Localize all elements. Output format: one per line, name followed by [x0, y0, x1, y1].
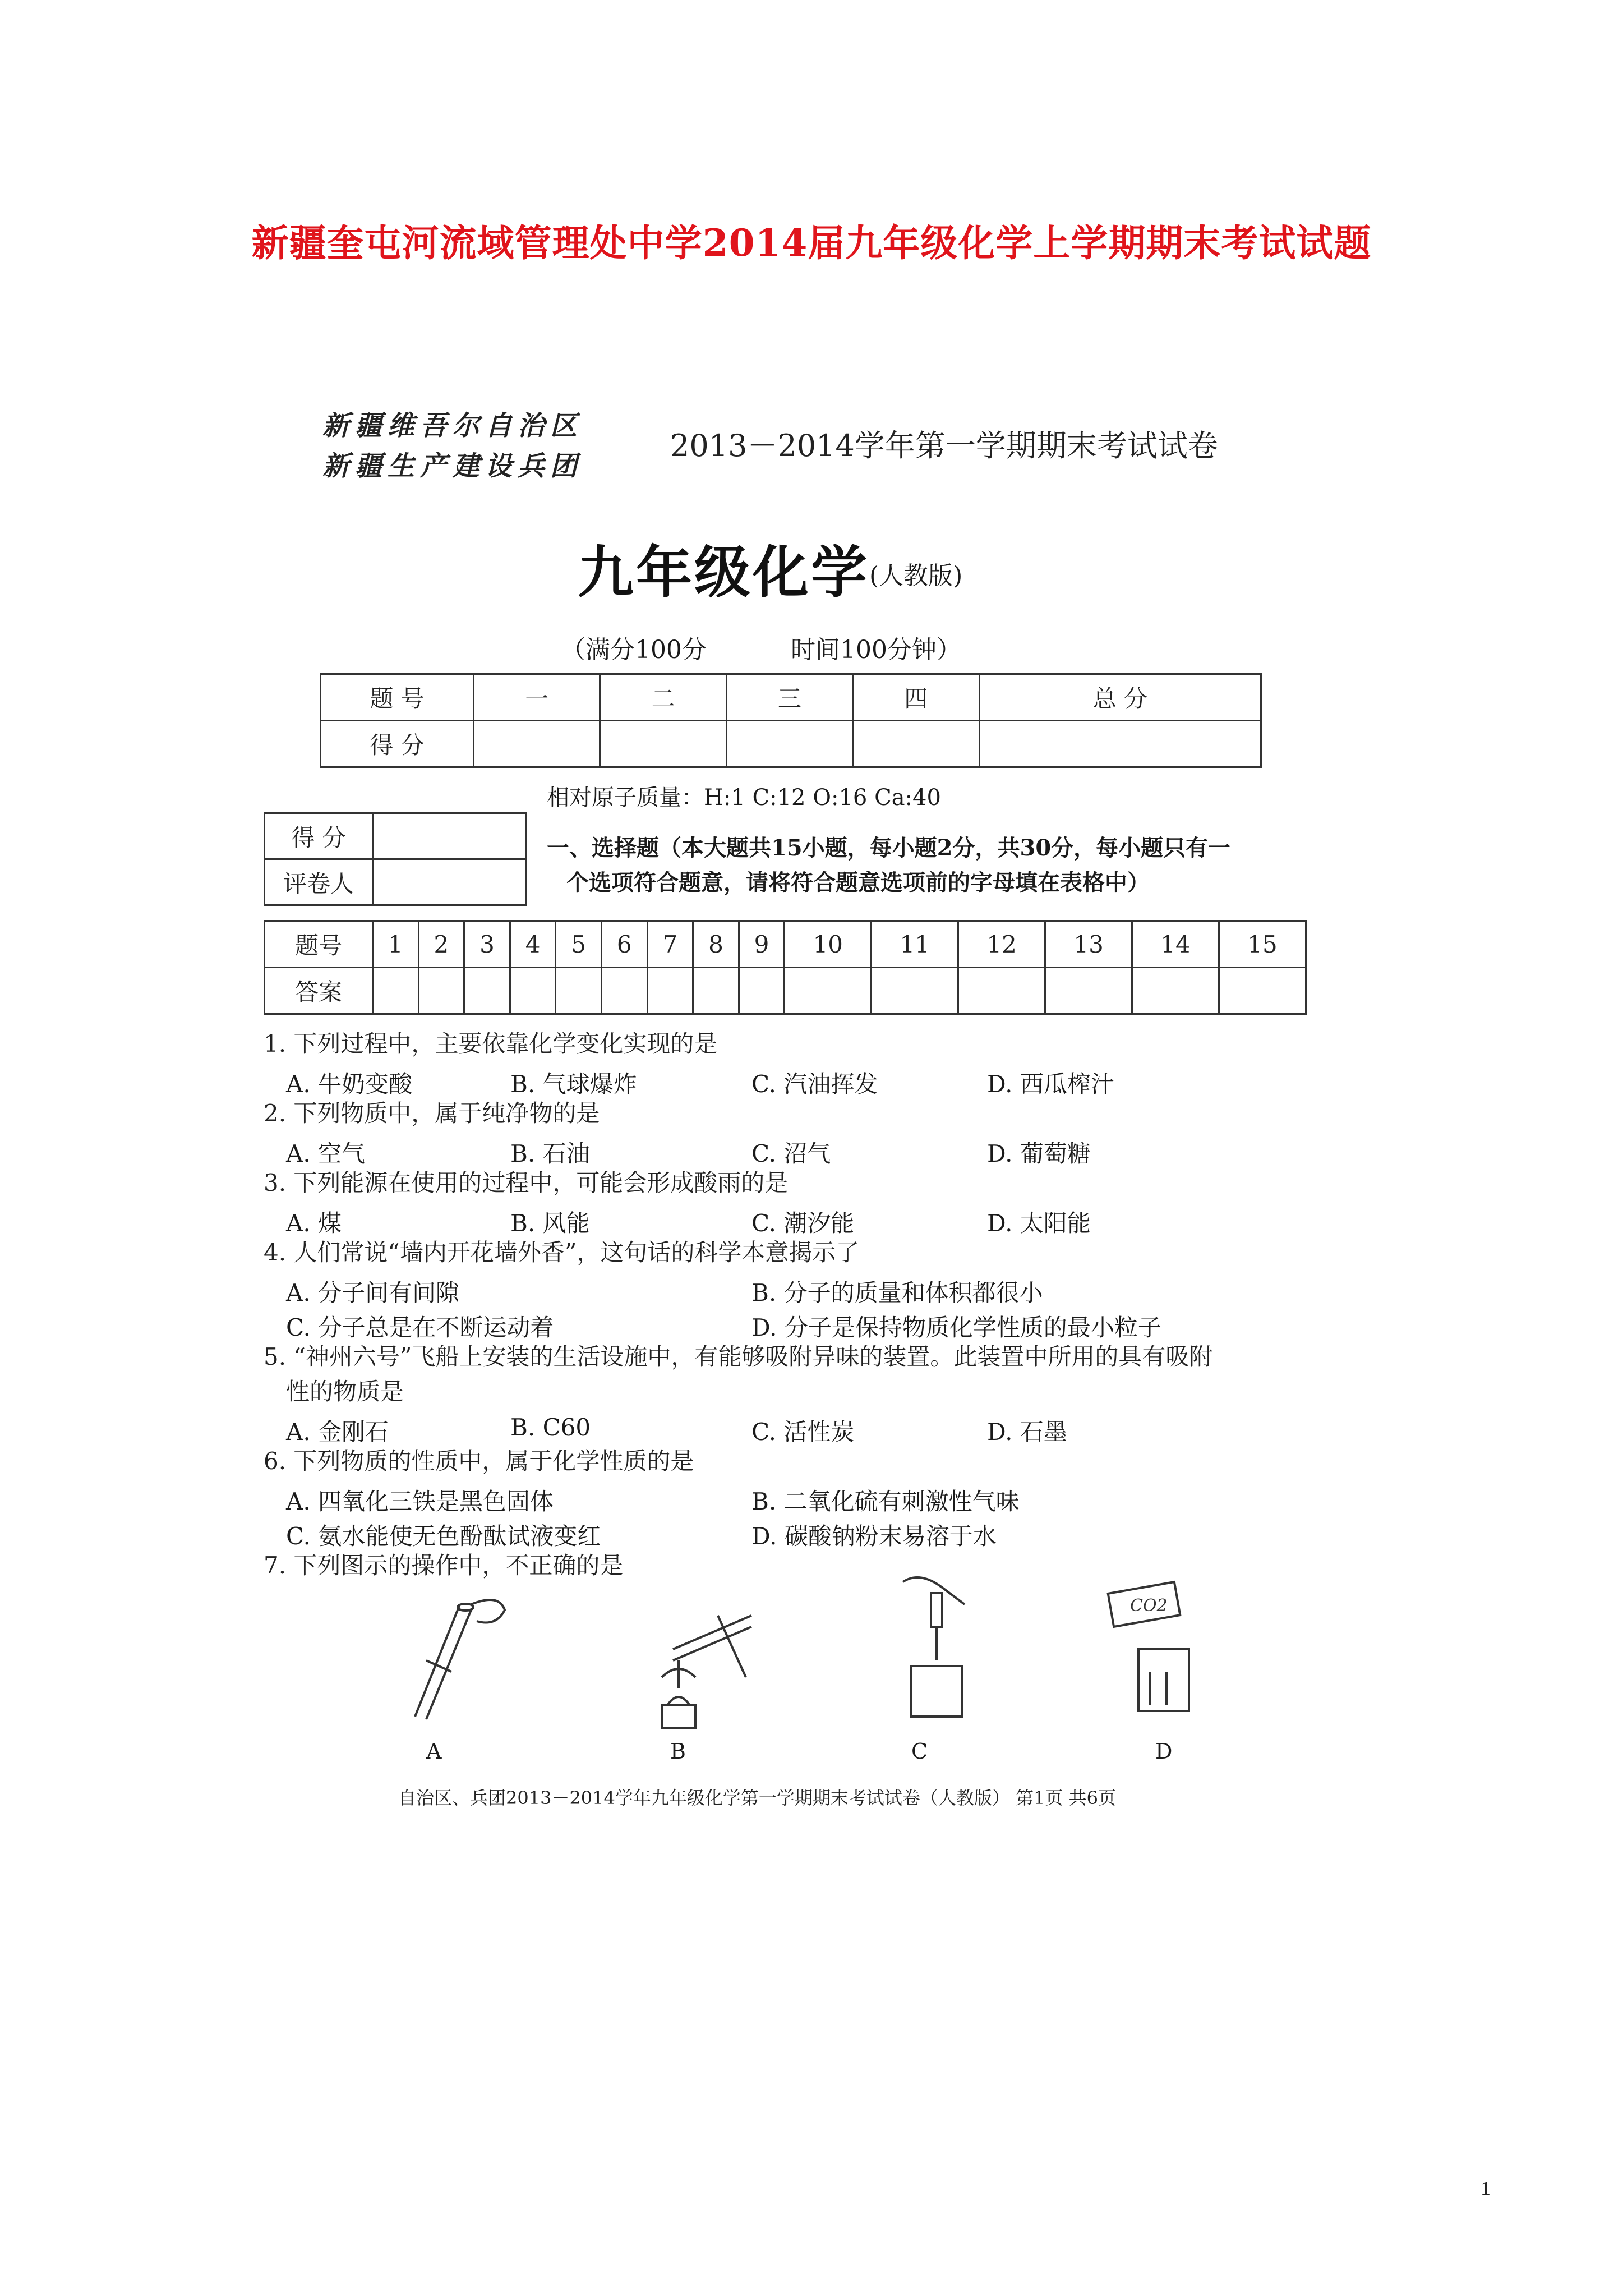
question-option[interactable]: A. 牛奶变酸	[286, 1070, 413, 1098]
question-option[interactable]: B. 二氧化硫有刺激性气味	[751, 1488, 1020, 1515]
full-score: （满分100分	[561, 636, 707, 664]
grader-box	[264, 812, 527, 906]
score-table-header: 四	[853, 674, 979, 721]
answer-input-cell[interactable]	[1045, 968, 1132, 1014]
question-option[interactable]: D. 石墨	[987, 1418, 1067, 1446]
question-stem: 4. 人们常说“墙内开花墙外香”，这句话的科学本意揭示了	[264, 1239, 860, 1266]
answer-number-cell: 10	[785, 921, 872, 968]
answer-number-cell: 14	[1132, 921, 1219, 968]
scanned-exam-page	[264, 393, 1318, 1829]
question-option[interactable]: D. 葡萄糖	[987, 1140, 1091, 1167]
answer-number-cell: 8	[693, 921, 739, 968]
question-option[interactable]: A. 分子间有间隙	[286, 1279, 460, 1306]
question-stem: 6. 下列物质的性质中，属于化学性质的是	[264, 1447, 694, 1475]
answer-number-cell: 9	[739, 921, 785, 968]
answer-input-cell[interactable]	[510, 968, 556, 1014]
edition-label: (人教版)	[869, 562, 963, 590]
answer-input-cell[interactable]	[647, 968, 693, 1014]
answer-input-cell[interactable]	[464, 968, 510, 1014]
figure-a-label: A	[426, 1739, 442, 1764]
answer-table-ans-label: 答案	[265, 968, 373, 1014]
question-option[interactable]: D. 分子是保持物质化学性质的最小粒子	[751, 1314, 1161, 1341]
answer-input-cell[interactable]	[693, 968, 739, 1014]
score-table-header: 二	[600, 674, 726, 721]
answer-number-cell: 1	[373, 921, 419, 968]
figure-d-option-label: D	[1155, 1739, 1173, 1764]
figure-a-test-tube-pouring	[393, 1588, 522, 1739]
score-table-header: 总 分	[979, 674, 1261, 721]
answer-input-cell[interactable]	[601, 968, 647, 1014]
document-title: 新疆奎屯河流域管理处中学2014届九年级化学上学期期末考试试题	[251, 221, 1372, 265]
question-option[interactable]: D. 西瓜榨汁	[987, 1070, 1114, 1098]
question-stem: 5. “神州六号”飞船上安装的生活设施中，有能够吸附异味的装置。此装置中所用的具有吸附	[264, 1343, 1213, 1370]
answer-input-cell[interactable]	[556, 968, 602, 1014]
grader-name-cell[interactable]	[373, 859, 527, 905]
figure-b-heating-apparatus	[623, 1593, 768, 1745]
answer-number-cell: 6	[601, 921, 647, 968]
score-cell[interactable]	[474, 721, 600, 767]
answer-input-cell[interactable]	[872, 968, 958, 1014]
question-option[interactable]: A. 煤	[286, 1209, 342, 1237]
question-stem: 1. 下列过程中，主要依靠化学变化实现的是	[264, 1030, 718, 1057]
score-table-header: 一	[474, 674, 600, 721]
question-option[interactable]: D. 太阳能	[987, 1209, 1091, 1237]
answer-input-cell[interactable]	[373, 968, 419, 1014]
answer-number-cell: 12	[958, 921, 1045, 968]
figure-d-beaker	[1088, 1571, 1217, 1739]
section1-heading-line2: 个选项符合题意，请将符合题意选项前的字母填在表格中）	[566, 869, 1150, 896]
grader-label: 评卷人	[265, 859, 373, 905]
issuer-line-2: 新疆生产建设兵团	[322, 450, 583, 482]
question-option[interactable]: A. 空气	[286, 1140, 366, 1167]
question-stem-continued: 性的物质是	[286, 1378, 404, 1405]
exam-title: 2013－2014学年第一学期期末考试试卷	[670, 428, 1218, 463]
subject-title: 九年级化学	[578, 539, 869, 605]
grader-score-label: 得 分	[265, 813, 373, 859]
question-option[interactable]: C. 潮汐能	[751, 1209, 855, 1237]
figure-c-label: C	[911, 1739, 928, 1764]
answer-table-no-label: 题号	[265, 921, 373, 968]
question-option[interactable]: B. 分子的质量和体积都很小	[751, 1279, 1043, 1306]
question-option[interactable]: B. 石油	[510, 1140, 590, 1167]
answer-input-cell[interactable]	[418, 968, 464, 1014]
answer-number-cell: 15	[1219, 921, 1306, 968]
score-cell[interactable]	[853, 721, 979, 767]
question-option[interactable]: A. 四氧化三铁是黑色固体	[286, 1488, 554, 1515]
answer-number-cell: 13	[1045, 921, 1132, 968]
issuer-line-1: 新疆维吾尔自治区	[322, 410, 583, 441]
atomic-masses: 相对原子质量：H:1 C:12 O:16 Ca:40	[547, 785, 941, 811]
page-footer: 自治区、兵团2013－2014学年九年级化学第一学期期末考试试卷（人教版） 第1页 共6页	[398, 1787, 1116, 1809]
question-option[interactable]: A. 金刚石	[286, 1418, 389, 1446]
answer-table	[264, 920, 1307, 1015]
question-option[interactable]: C. 汽油挥发	[751, 1070, 878, 1098]
score-table-header: 三	[726, 674, 852, 721]
question-option[interactable]: B. 气球爆炸	[510, 1070, 637, 1098]
answer-input-cell[interactable]	[785, 968, 872, 1014]
figure-c-dropper	[869, 1571, 1004, 1739]
answer-number-cell: 2	[418, 921, 464, 968]
question-option[interactable]: C. 分子总是在不断运动着	[286, 1314, 554, 1341]
score-table	[320, 673, 1262, 768]
page-number: 1	[1481, 2177, 1491, 2200]
question-option[interactable]: B. C60	[510, 1414, 591, 1441]
grader-score-cell[interactable]	[373, 813, 527, 859]
question-option[interactable]: B. 风能	[510, 1209, 590, 1237]
answer-input-cell[interactable]	[1132, 968, 1219, 1014]
figure-d-label: CO2	[1130, 1596, 1168, 1616]
answer-input-cell[interactable]	[958, 968, 1045, 1014]
answer-number-cell: 3	[464, 921, 510, 968]
question-stem: 7. 下列图示的操作中，不正确的是	[264, 1552, 624, 1579]
score-row-label: 得 分	[321, 721, 474, 767]
answer-number-cell: 7	[647, 921, 693, 968]
exam-time: 时间100分钟）	[791, 636, 961, 664]
score-cell[interactable]	[600, 721, 726, 767]
question-stem: 3. 下列能源在使用的过程中，可能会形成酸雨的是	[264, 1169, 789, 1197]
answer-number-cell: 5	[556, 921, 602, 968]
answer-number-cell: 4	[510, 921, 556, 968]
question-option[interactable]: C. 活性炭	[751, 1418, 855, 1446]
answer-number-cell: 11	[872, 921, 958, 968]
question-stem: 2. 下列物质中，属于纯净物的是	[264, 1099, 600, 1127]
question-option[interactable]: D. 碳酸钠粉末易溶于水	[751, 1522, 997, 1550]
question-option[interactable]: C. 氨水能使无色酚酞试液变红	[286, 1522, 601, 1550]
answer-input-cell[interactable]	[1219, 968, 1306, 1014]
score-cell[interactable]	[726, 721, 852, 767]
figure-b-label: B	[670, 1739, 686, 1764]
score-cell[interactable]	[979, 721, 1261, 767]
section1-heading-line1: 一、选择题（本大题共15小题，每小题2分，共30分，每小题只有一	[547, 835, 1231, 861]
question-option[interactable]: C. 沼气	[751, 1140, 831, 1167]
score-table-header: 题 号	[321, 674, 474, 721]
answer-input-cell[interactable]	[739, 968, 785, 1014]
